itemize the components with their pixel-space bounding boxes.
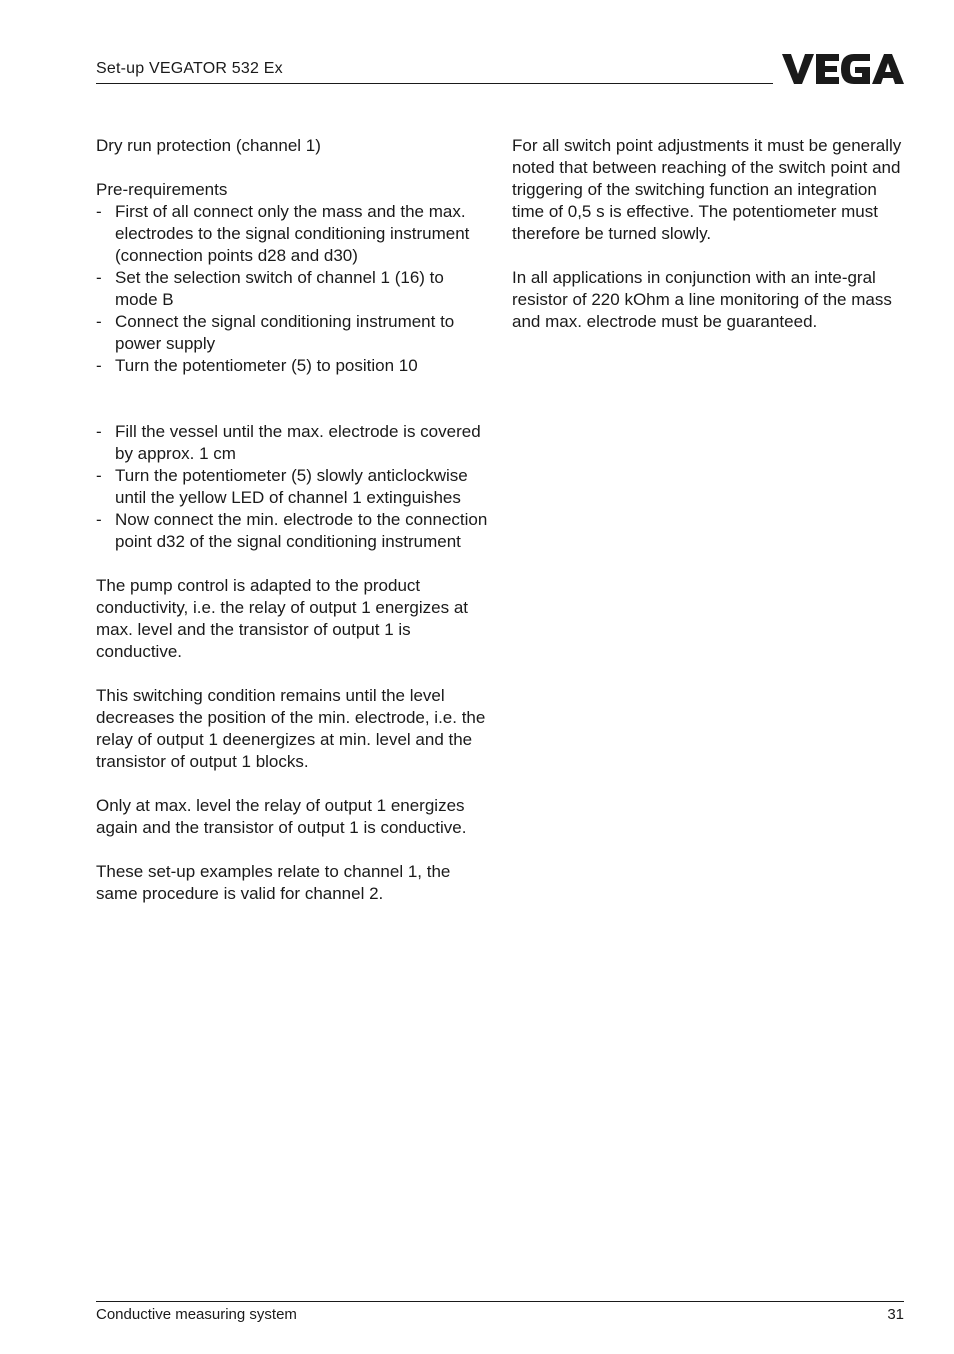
paragraph: In all applications in conjunction with an inte-gral resistor of 220 kOhm a line monitoring of the mass and max. electrode must be guaranteed. [512,268,892,331]
logo-letter-e [816,54,839,84]
list-item: - Fill the vessel until the max. electrode is covered by approx. 1 cm [96,422,481,463]
list-item: - Now connect the min. electrode to the connection point d32 of the signal conditioning instrument [96,510,488,551]
paragraph: For all switch point adjustments it must be generally noted that between reaching of the switch point and triggering of the switching function an integration time of 0,5 s is effective. The potentiometer must therefore be turned slowly. [512,136,902,243]
prereq-list [96,201,491,377]
page-number: 31 [887,1306,904,1323]
left-column [96,135,491,905]
footer-section: Conductive measuring system [96,1306,297,1323]
prereq-heading: Pre-requirements [96,180,228,199]
paragraph: This switching condition remains until the level decreases the position of the min. electrode, i.e. the relay of output 1 deenergizes at min. level and the transistor of output 1 blocks. [96,686,486,771]
footer-rule [96,1301,904,1302]
paragraph: These set-up examples relate to channel 1, the same procedure is valid for channel 2. [96,862,451,903]
logo-letter-v [782,54,814,84]
paragraph: The pump control is adapted to the product conductivity, i.e. the relay of output 1 energizes at max. level and the transistor of output 1 is conductive. [96,576,469,661]
list-item: - First of all connect only the mass and the max. electrodes to the signal conditioning instrument (connection points d28 and d30) [96,202,470,265]
right-column [512,135,904,333]
vega-logo [782,52,904,86]
header-title: Set-up VEGATOR 532 Ex [96,60,283,77]
header-rule [96,83,773,84]
list-item: - Connect the signal conditioning instrument to power supply [96,312,455,353]
section-heading: Dry run protection (channel 1) [96,136,321,155]
paragraph: Only at max. level the relay of output 1 energizes again and the transistor of output 1 is conductive. [96,796,467,837]
steps-list [96,421,491,553]
list-item: - Turn the potentiometer (5) to position 10 [96,356,418,375]
list-item: - Turn the potentiometer (5) slowly anticlockwise until the yellow LED of channel 1 extinguishes [96,466,468,507]
list-item: - Set the selection switch of channel 1 (16) to mode B [96,268,444,309]
logo-letter-g [841,54,870,84]
